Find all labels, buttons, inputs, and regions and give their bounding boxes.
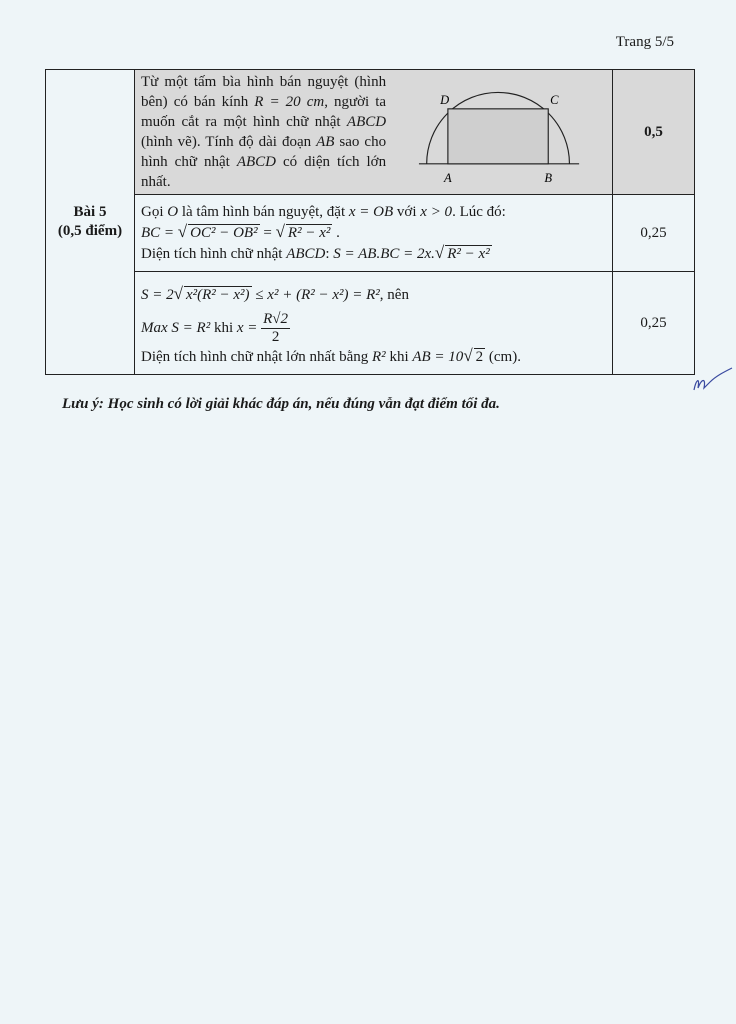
footer-note	[62, 396, 500, 413]
problem-statement	[135, 70, 390, 192]
problem-statement-cell	[135, 70, 613, 195]
bc-radicand-1: OC² − OB²	[190, 225, 258, 241]
note-text: Học sinh có lời giải khác đáp án, nếu đúng vẫn đạt điểm tối đa.	[103, 396, 500, 412]
step2-max	[141, 311, 606, 346]
area-text-a: Diện tích hình chữ nhật	[141, 246, 287, 262]
step1-cond: x > 0	[420, 204, 453, 220]
concl-unit: (cm).	[485, 348, 521, 365]
signature-mark	[686, 366, 736, 396]
page-number: Trang 5/5	[615, 34, 674, 50]
area-text-b: :	[325, 246, 334, 262]
rect-name-2: ABCD	[236, 154, 276, 170]
ineq-rhs: ≤ x² + (R² − x²) = R²	[251, 286, 380, 303]
concl-r: R²	[372, 348, 386, 365]
solution-step-1-row	[46, 195, 695, 272]
sqrt-icon: √	[177, 222, 188, 241]
step1-text-a: Gọi	[141, 204, 168, 220]
step2-score: 0,25	[613, 272, 695, 375]
concl-khi: khi	[385, 348, 413, 365]
label-b: B	[544, 171, 553, 186]
problem-points: (0,5 điểm)	[57, 223, 123, 239]
bc-radicand-2: R² − x²	[287, 225, 331, 241]
step2-inequality	[141, 284, 606, 305]
radius-expression: R = 20 cm	[254, 94, 325, 110]
rect-name: ABCD	[346, 114, 387, 130]
label-d: D	[440, 93, 450, 108]
problem-score: 0,5	[613, 70, 695, 195]
semicircle-figure	[390, 70, 612, 194]
step1-area-formula	[141, 243, 606, 264]
rectangle-abcd	[448, 109, 548, 164]
label-c: C	[550, 93, 559, 108]
step1-text-b: là tâm hình bán nguyệt, đặt	[178, 204, 349, 220]
max-x: x =	[236, 319, 262, 336]
step1-text-d: . Lúc đó:	[452, 204, 506, 220]
ineq-radicand: x²(R² − x²)	[185, 286, 250, 303]
frac-denominator: 2	[271, 328, 280, 345]
step2-conclusion	[141, 346, 606, 367]
frac-numerator: R√2	[263, 310, 289, 327]
step1-o: O	[167, 204, 179, 220]
step1-eq: x = OB	[348, 204, 394, 220]
sqrt-icon: √	[434, 243, 445, 262]
problem-text-a: Từ một tấm bìa hình bán nguyệt (hình bên) có bán kính	[141, 74, 387, 110]
step1-line1	[141, 202, 606, 222]
max-fraction	[261, 311, 290, 346]
max-expr: Max S = R²	[141, 319, 211, 336]
area-rect: ABCD	[286, 246, 326, 262]
problem-number: Bài 5	[73, 204, 107, 220]
concl-radicand: 2	[475, 348, 484, 365]
problem-label-cell	[46, 70, 135, 375]
area-eq: S = AB.BC = 2x.	[333, 246, 435, 262]
problem-text-e: có diện tích lớn nhất.	[141, 154, 387, 190]
bc-lhs: BC =	[141, 225, 178, 241]
label-a: A	[444, 171, 452, 186]
bc-end: .	[332, 225, 340, 241]
step1-bc-formula	[141, 222, 606, 243]
concl-ab: AB = 10	[412, 348, 464, 365]
segment-name: AB	[316, 134, 335, 150]
problem-row	[46, 70, 695, 195]
solution-step-2	[135, 272, 613, 375]
max-khi: khi	[210, 319, 237, 336]
problem-text-d: sao cho hình chữ nhật	[141, 134, 387, 170]
problem-text-c: (hình vẽ). Tính độ dài đoạn	[141, 134, 317, 150]
step1-text-c: với	[393, 204, 421, 220]
concl-text-a: Diện tích hình chữ nhật lớn nhất bằng	[141, 348, 373, 365]
answer-table	[45, 69, 695, 375]
step1-score: 0,25	[613, 195, 695, 272]
problem-text-b: , người ta muốn cắt ra một hình chữ nhật	[141, 94, 387, 130]
area-radicand: R² − x²	[447, 246, 490, 262]
bc-mid: =	[259, 225, 276, 241]
solution-step-2-row	[46, 272, 695, 375]
note-prefix: Lưu ý:	[62, 396, 104, 412]
ineq-end: , nên	[379, 286, 409, 303]
sqrt-icon: √	[173, 283, 183, 303]
solution-step-1	[135, 195, 613, 272]
sqrt-icon: √	[275, 222, 285, 241]
sqrt-icon: √	[463, 345, 473, 365]
ineq-lhs: S = 2	[141, 286, 174, 303]
